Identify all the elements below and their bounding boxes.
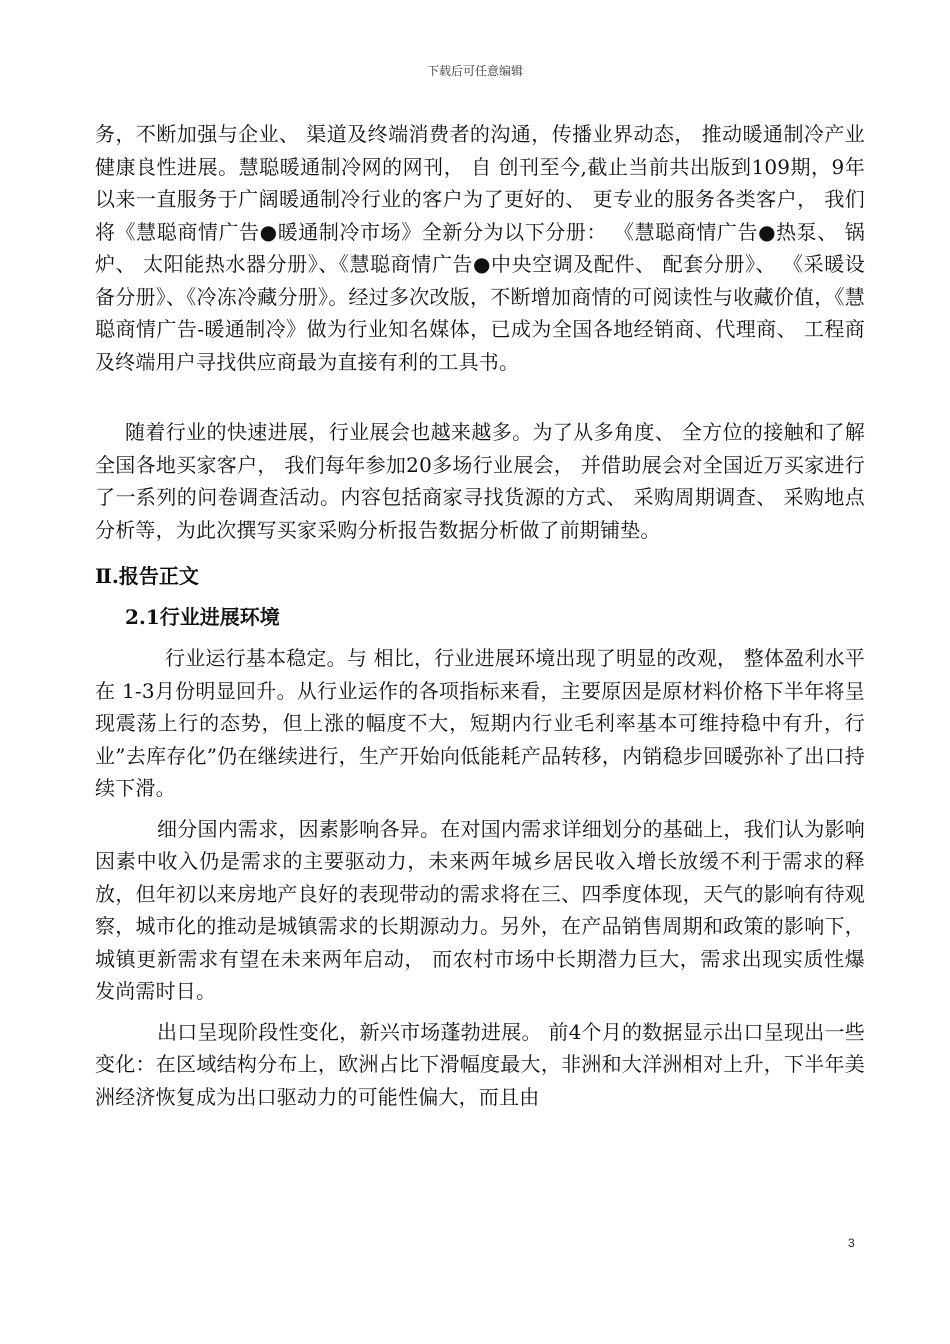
paragraph-export: 出口呈现阶段性变化，新兴市场蓬勃进展。 前4个月的数据显示出口呈现出一些变化：在区域结构分布上，欧洲占比下滑幅度最大，非洲和大洋洲相对上升，下半年美洲经济恢复成为出口驱动力的可能性偏大，而且由	[95, 1019, 865, 1109]
header-note: 下载后可任意编辑	[426, 64, 523, 78]
document-body	[95, 118, 865, 1113]
paragraph-industry-environment: 行业运行基本稳定。与 相比，行业进展环境出现了明显的改观， 整体盈利水平在 1-3月份明显回升。从行业运作的各项指标来看，主要原因是原材料价格下半年将呈现震荡上行的态势，但上涨的幅度不大，短期内行业毛利率基本可维持稳中有升，行业”去库存化”仍在继续进行，生产开始向低能耗产品转移，内销稳步回暖弥补了出口持续下滑。	[95, 646, 865, 800]
page-number: 3	[848, 1236, 855, 1250]
paragraph-exhibitions: 随着行业的快速进展，行业展会也越来越多。为了从多角度、 全方位的接触和了解全国各地买家客户， 我们每年参加20多场行业展会， 并借助展会对全国近万买家进行了一系列的问卷调查活动。内容包括商家寻找货源的方式、 采购周期调查、 采购地点分析等，为此次撰写买家采购分析报告数据分析做了前期铺垫。	[95, 420, 865, 542]
section-title: Ⅱ.报告正文	[95, 564, 199, 588]
paragraph-domestic-demand: 细分国内需求，因素影响各异。在对国内需求详细划分的基础上，我们认为影响因素中收入仍是需求的主要驱动力，未来两年城乡居民收入增长放缓不利于需求的释放，但年初以来房地产良好的表现带动的需求将在三、四季度体现，天气的影响有待观察，城市化的推动是城镇需求的长期源动力。另外，在产品销售周期和政策的影响下，城镇更新需求有望在未来两年启动， 而农村市场中长期潜力巨大，需求出现实质性爆发尚需时日。	[95, 816, 865, 1003]
subsection-title: 2.1行业进展环境	[125, 605, 280, 629]
paragraph-media-intro: 务，不断加强与企业、 渠道及终端消费者的沟通，传播业界动态， 推动暖通制冷产业健康良性进展。慧聪暖通制冷网的网刊， 自 创刊至今,截止当前共出版到109期，9年以来一直服务于广阔暖通制冷行业的客户为了更好的、 更专业的服务各类客户， 我们将《慧聪商情广告●暖通制冷市场》全新分为以下分册： 《慧聪商情广告●热泵、 锅炉、 太阳能热水器分册》、《慧聪商情广告●中央空调及配件、 配套分册》、 《采暖设备分册》、《冷冻冷藏分册》。经过多次改版，不断增加商情的可阅读性与收藏价值，《慧聪商情广告-暖通制冷》做为行业知名媒体，已成为全国各地经销商、代理商、 工程商及终端用户寻找供应商最为直接有利的工具书。	[95, 122, 865, 374]
